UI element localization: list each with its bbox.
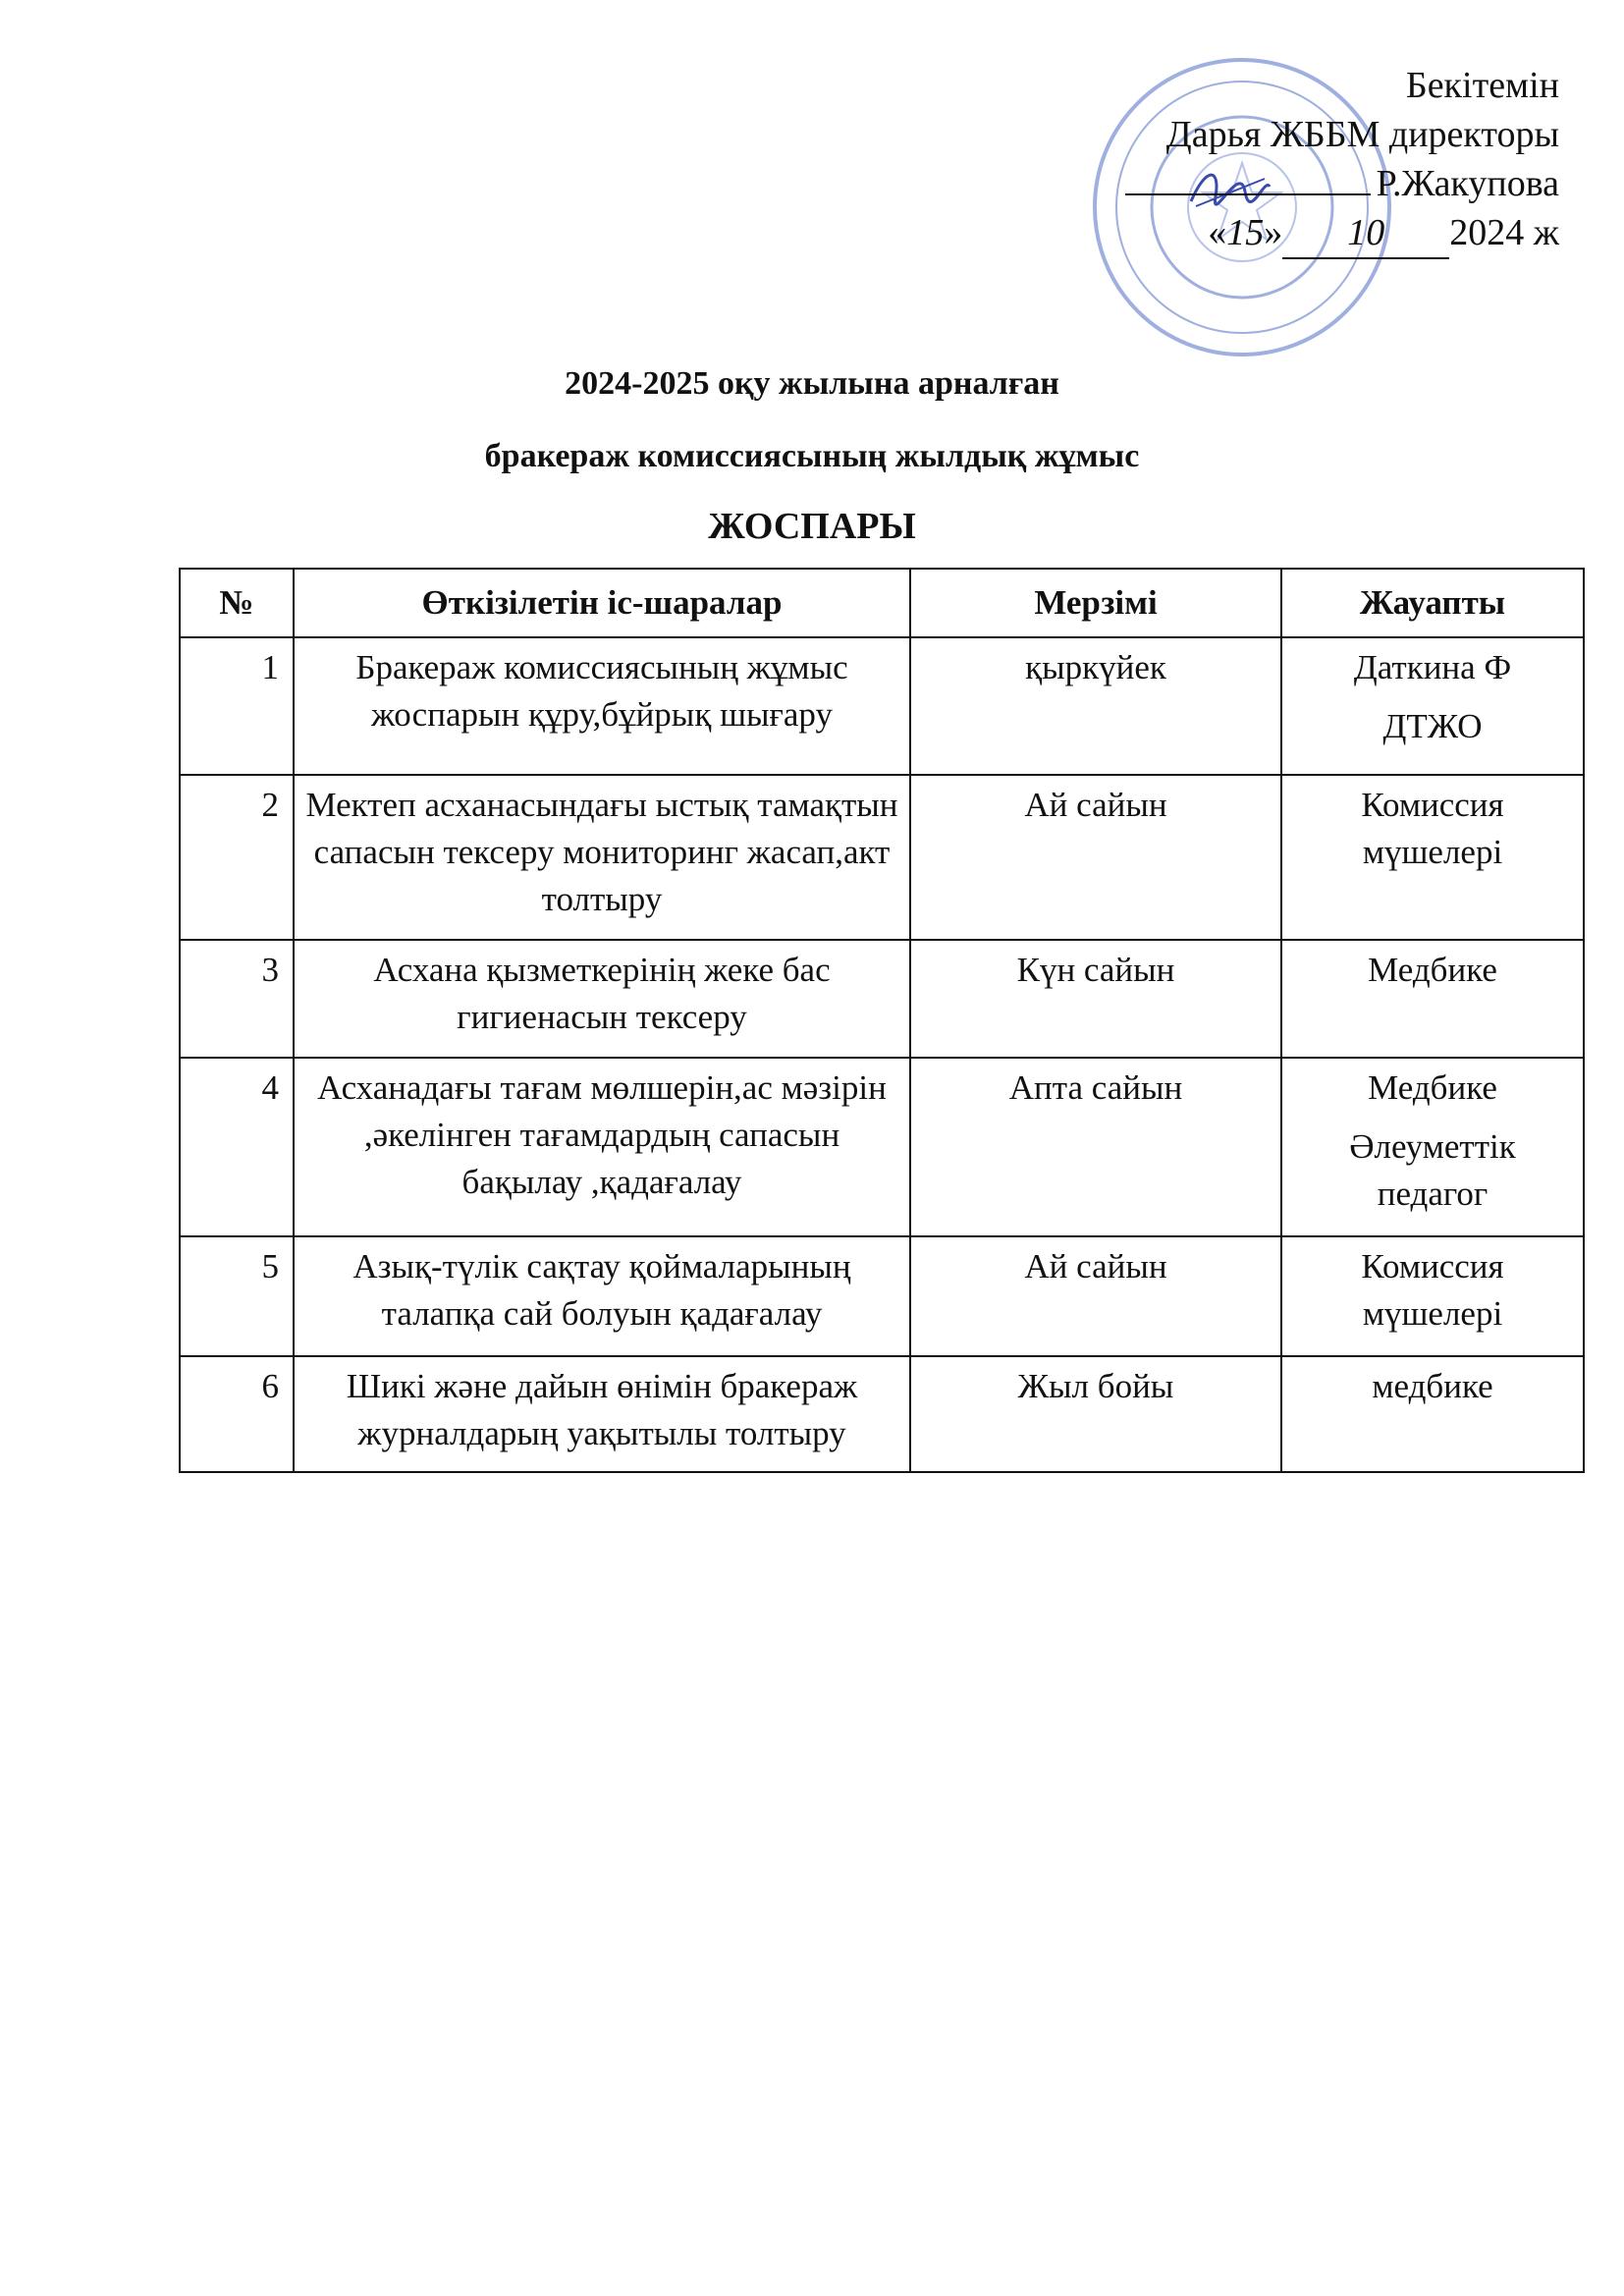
header-term: Мерзімі <box>910 569 1281 637</box>
row-term: Ай сайын <box>910 775 1281 940</box>
responsible-person: Медбике <box>1368 951 1497 989</box>
responsible-person: Комиссия мүшелері <box>1361 1247 1504 1333</box>
table-row <box>180 775 1584 940</box>
row-activity: Бракераж комиссиясының жұмыс жоспарын құру,бұйрық шығару <box>294 637 910 775</box>
row-term: Жыл бойы <box>910 1356 1281 1472</box>
responsible-person: Даткина Ф <box>1353 648 1512 686</box>
date-quote-close: » <box>1264 212 1283 253</box>
title-line-2: бракераж комиссиясының жылдық жұмыс <box>484 438 1140 474</box>
table-row <box>180 1058 1584 1236</box>
header-number: № <box>180 569 294 637</box>
row-responsible <box>1281 637 1584 775</box>
responsible-person: ДТЖО <box>1382 707 1483 745</box>
row-term: Күн сайын <box>910 940 1281 1058</box>
responsible-person: Әлеуметтік педагог <box>1349 1127 1516 1213</box>
approval-line-1: Бекітемін <box>1405 65 1559 106</box>
signature-underline <box>1125 160 1371 195</box>
approval-date <box>1009 208 1559 259</box>
header-activity: Өткізілетін іс-шаралар <box>294 569 910 637</box>
table-row <box>180 1236 1584 1356</box>
row-term: Ай сайын <box>910 1236 1281 1356</box>
approval-line-2: Дарья ЖББМ директоры <box>1165 114 1559 155</box>
approval-block <box>1009 61 1559 259</box>
row-term: Апта сайын <box>910 1058 1281 1236</box>
row-number: 3 <box>180 940 294 1058</box>
header-responsible: Жауапты <box>1281 569 1584 637</box>
responsible-person: Комиссия мүшелері <box>1361 786 1504 871</box>
row-activity: Азық-түлік сақтау қоймаларының талапқа сай болуын қадағалау <box>294 1236 910 1356</box>
row-responsible <box>1281 1236 1584 1356</box>
row-responsible <box>1281 1058 1584 1236</box>
row-term: қыркүйек <box>910 637 1281 775</box>
responsible-person: медбике <box>1372 1367 1493 1405</box>
row-number: 5 <box>180 1236 294 1356</box>
row-responsible <box>1281 940 1584 1058</box>
approval-line-3 <box>1009 159 1559 208</box>
row-activity: Шикі және дайын өнімін бракераж журналдарың уақытылы толтыру <box>294 1356 910 1472</box>
table-header-row <box>180 569 1584 637</box>
row-responsible <box>1281 1356 1584 1472</box>
row-activity: Асхана қызметкерінің жеке бас гигиенасын тексеру <box>294 940 910 1058</box>
row-activity: Асханадағы тағам мөлшерін,ас мәзірін ,әкелінген тағамдардың сапасын бақылау ,қадағалау <box>294 1058 910 1236</box>
director-name: Р.Жакупова <box>1376 163 1559 204</box>
table-row <box>180 1356 1584 1472</box>
row-number: 6 <box>180 1356 294 1472</box>
table-row <box>180 940 1584 1058</box>
table-row <box>180 637 1584 775</box>
date-day: 15 <box>1226 212 1265 253</box>
row-activity: Мектеп асханасындағы ыстық тамақтын сапасын тексеру мониторинг жасап,акт толтыру <box>294 775 910 940</box>
title-line-1: 2024-2025 оқу жылына арналған <box>565 365 1059 402</box>
row-number: 4 <box>180 1058 294 1236</box>
date-year: 2024 ж <box>1449 212 1559 253</box>
date-quote-open: « <box>1208 212 1227 253</box>
date-month: 10 <box>1282 208 1449 259</box>
row-responsible <box>1281 775 1584 940</box>
responsible-person: Медбике <box>1368 1068 1497 1107</box>
plan-table <box>179 568 1585 1473</box>
title-line-3: ЖОСПАРЫ <box>708 506 916 547</box>
row-number: 1 <box>180 637 294 775</box>
row-number: 2 <box>180 775 294 940</box>
